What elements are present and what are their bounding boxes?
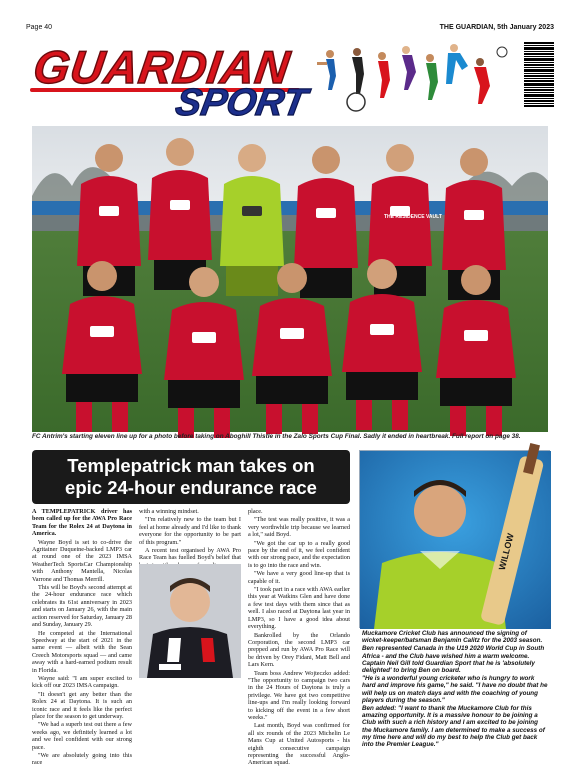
article-paragraph: This will be Boyd's second attempt at the 24-hour endurance race which celebrates its 61st anniversary in 2023 and starts on January 26, with the main action reserved for Saturday, January 28 and Sunday, January 29.: [32, 584, 132, 629]
article-paragraph: "I'm relatively new to the team but I feel at home already and I'd like to thank everyone for the opportunity to be part of this program.": [139, 516, 241, 546]
bat-label: WILLOW: [496, 532, 516, 572]
driver-portrait-image: [139, 564, 241, 678]
article-column-1: [32, 508, 132, 768]
page-number: Page 40: [26, 24, 53, 31]
article-column-2: [139, 508, 241, 570]
article-paragraph: "I took part in a race with AWA earlier this year at Watkins Glen and have done a few test days with them since that as well. I also raced at Daytona last year in LMP3, so I have a good idea about everything.: [248, 586, 350, 631]
article-lead-paragraph: A TEMPLEPATRICK driver has been called up for the AWA Pro Race Team for the Rolex 24 at Daytona in America.: [32, 508, 132, 538]
cricket-paragraph: "He is a wonderful young cricketer who is hungry to work hard and improve his game," he said. "I have no doubt that he will help us on match days and with the coaching of young players during the season.": [362, 675, 548, 704]
cricket-paragraph: Ben added: "I want to thank the Muckamore Club for this amazing opportunity. It is a massive honour to be joining a Club with such a rich history and I am excited to be joining the Muckamore family. I am determined to make a success of my time here and will do my best to help the Club get back into the Premier League.": [362, 705, 545, 749]
sponsor-text: THE RESIDENCE VAULT: [384, 214, 442, 220]
headline-line-1: Templepatrick man takes on: [67, 455, 315, 476]
article-paragraph: "It doesn't get any better than the Rolex 24 at Daytona. It is such an iconic race and it feels like the perfect place for the season to get underway.: [32, 690, 132, 720]
team-photo-image: [32, 126, 548, 432]
page-header: [26, 24, 554, 36]
athletes-montage-icon: [312, 40, 512, 120]
article-paragraph: Bankrolled by the Orlando Corporation, the second LMP3 car prepped and run by AWA Pro Race will be driven by Orey Fidani, Matt Bell and Lars Kern.: [248, 631, 350, 669]
barcode-icon: [524, 42, 554, 114]
masthead-logo-sport: SPORT: [172, 82, 311, 124]
article-paragraph: A recent test organised by AWA Pro Race Team has fuelled Boyd's belief that: [139, 547, 241, 562]
article-paragraph: "We have a very good line-up that is capable of it.: [248, 570, 350, 585]
cricket-paragraph: Ben represented Canada in the U19 2020 World Cup in South Africa - and the Club have wished him a warm welcome. Captain Neil Gill told Guardian Sport that he is 'absolutely delighted' to bring Ben on board.: [362, 645, 545, 675]
article-column-3: [248, 508, 350, 768]
headline-line-2: epic 24-hour endurance race: [65, 477, 317, 498]
cricketer-photo: [359, 450, 550, 628]
cricket-story: [362, 630, 548, 749]
article-paragraph: He competed at the International Speedway at the start of 2021 in the same event — albeit with the Sean Creech Motorsports squad — and came away with a hard-earned podium result in Florida.: [32, 629, 132, 674]
article-paragraph: Wayne said: "I am super excited to kick off our 2023 IMSA campaign.: [32, 674, 132, 690]
article-paragraph: "The test was really positive, it was a very worthwhile trip because we learned a lot," said Boyd.: [248, 516, 350, 539]
driver-portrait: [139, 564, 241, 678]
issue-date: THE GUARDIAN, 5th January 2023: [439, 24, 554, 31]
article-paragraph: "We got the car up to a really good pace by the end of it, we feel confident with our strong pace, and the expectation is to go into the race and win.: [248, 539, 350, 569]
article-paragraph: Team boss Andrew Wojteczko added: "The opportunity to campaign two cars in the 24 Hours of Daytona is truly a privilege. We have got two competitive line-ups and I'm really looking forward to kicking off the event in a few short weeks.": [248, 669, 350, 721]
article-headline: [32, 450, 350, 504]
masthead: [26, 38, 554, 124]
photo-caption: FC Antrim's starting eleven line up for a photo before taking on Aboghill Thistle in the Zalo Sports Cup Final. Sadly it ended in heartbreak. Full report on page 38.: [32, 433, 521, 440]
article-paragraph: Last month, Boyd was confirmed for all six rounds of the 2023 Michelin Le Mans Cup at United Autosports - his eighth consecutive campaign representing the successful Anglo-American squad.: [248, 722, 350, 767]
team-photo: [32, 126, 548, 432]
article-paragraph: "We are absolutely going into this race: [32, 752, 132, 767]
article-paragraph: with a winning mindset.: [139, 508, 199, 515]
cricket-paragraph: Muckamore Cricket Club has announced the signing of wicket-keeper/batsman Benjamin Calitz for the 2003 season.: [362, 630, 543, 645]
article-paragraph: Wayne Boyd is set to co-drive the Agritainer Duqueine-backed LMP3 car at round one of the 2023 IMSA WeatherTech SportsCar Championship with Anthony Mantella, Nicolas Varrone and Thomas Merrill.: [32, 538, 132, 583]
article-paragraph: place.: [248, 508, 263, 515]
article-paragraph: "We had a superb test out there a few weeks ago, we definitely learned a lot and we feel confident with our strong pace.: [32, 721, 132, 751]
cricketer-photo-image: [360, 451, 551, 629]
masthead-logo-guardian: GUARDIAN: [30, 41, 294, 93]
